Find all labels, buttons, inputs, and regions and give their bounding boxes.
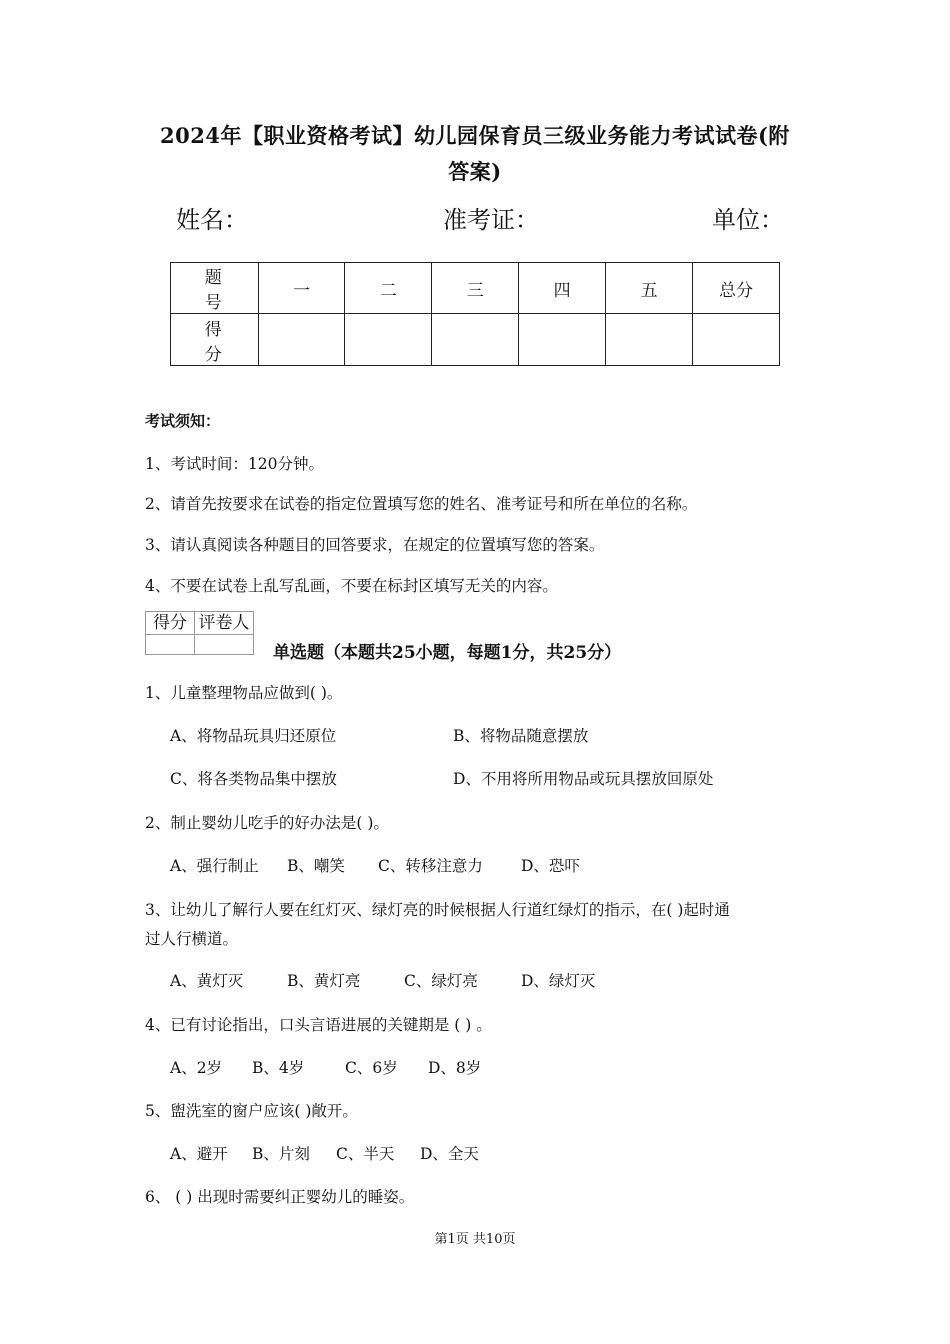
- notice-item: 2、请首先按要求在试卷的指定位置填写您的姓名、准考证号和所在单位的名称。: [145, 495, 698, 513]
- question-1-option-b: B、将物品随意摆放: [453, 727, 589, 745]
- question-2-option-b: B、嘲笑: [287, 857, 345, 875]
- grader-name-label: 评卷人: [195, 612, 254, 635]
- exam-title-line2: 答案): [448, 159, 502, 184]
- section-1-header: 一: [258, 263, 345, 314]
- score-row-label: 得 分: [171, 314, 259, 366]
- notice-item: 1、考试时间：120分钟。: [145, 455, 324, 473]
- section-3-score-cell: [432, 314, 519, 366]
- question-6: 6、 ( ) 出现时需要纠正婴幼儿的睡姿。: [145, 1188, 415, 1206]
- section-1-score-cell: [258, 314, 345, 366]
- total-score-cell: [693, 314, 780, 366]
- score-table-header-row: [171, 263, 780, 314]
- question-1-option-c: C、将各类物品集中摆放: [170, 770, 337, 788]
- question-1: 1、儿童整理物品应做到( )。: [145, 684, 343, 702]
- question-2-option-d: D、恐吓: [521, 857, 580, 875]
- question-4-option-d: D、8岁: [428, 1059, 482, 1077]
- question-4-option-c: C、6岁: [345, 1059, 398, 1077]
- question-5-option-b: B、片刻: [252, 1145, 310, 1163]
- exam-title: [120, 118, 830, 190]
- question-5-option-d: D、全天: [420, 1145, 479, 1163]
- score-table-score-row: [171, 314, 780, 366]
- grader-score-label: 得分: [146, 612, 195, 635]
- question-3-option-d: D、绿灯灭: [521, 972, 596, 990]
- exam-title-line1: 2024年【职业资格考试】幼儿园保育员三级业务能力考试试卷(附: [160, 123, 790, 148]
- question-3: 3、让幼儿了解行人要在红灯灭、绿灯亮的时候根据人行道红绿灯的指示，在( )起时通: [145, 901, 730, 919]
- unit-label: 单位：: [712, 206, 784, 234]
- total-header: 总分: [693, 263, 780, 314]
- section-3-header: 三: [432, 263, 519, 314]
- question-5-option-a: A、避开: [170, 1145, 228, 1163]
- grader-name-cell: [195, 635, 254, 655]
- question-2-option-c: C、转移注意力: [378, 857, 483, 875]
- section-5-score-cell: [606, 314, 693, 366]
- question-2-option-a: A、强行制止: [170, 857, 259, 875]
- section-2-score-cell: [345, 314, 432, 366]
- notice-item: 3、请认真阅读各种题目的回答要求，在规定的位置填写您的答案。: [145, 536, 605, 554]
- question-3-continued: 过人行横道。: [145, 930, 239, 948]
- question-5: 5、盥洗室的窗户应该( )敞开。: [145, 1102, 358, 1120]
- name-label: 姓名：: [176, 206, 248, 234]
- question-3-option-c: C、绿灯亮: [404, 972, 478, 990]
- exam-number-label: 准考证：: [443, 206, 539, 234]
- grader-score-cell: [146, 635, 195, 655]
- grader-table: [145, 611, 254, 655]
- question-3-option-b: B、黄灯亮: [287, 972, 361, 990]
- notice-item: 4、不要在试卷上乱写乱画，不要在标封区填写无关的内容。: [145, 577, 558, 595]
- question-number-header: 题 号: [171, 263, 259, 314]
- question-1-option-a: A、将物品玩具归还原位: [170, 727, 337, 745]
- question-4-option-a: A、2岁: [170, 1059, 223, 1077]
- question-4: 4、已有讨论指出，口头言语进展的关键期是 ( ) 。: [145, 1016, 492, 1034]
- notice-title: 考试须知：: [145, 412, 221, 430]
- question-2: 2、制止婴幼儿吃手的好办法是( )。: [145, 814, 389, 832]
- section-2-header: 二: [345, 263, 432, 314]
- section-5-header: 五: [606, 263, 693, 314]
- score-table: [170, 262, 780, 366]
- candidate-info-row: [0, 200, 950, 240]
- section-title: 单选题（本题共25小题，每题1分，共25分）: [273, 643, 622, 663]
- question-1-option-d: D、不用将所用物品或玩具摆放回原处: [453, 770, 714, 788]
- question-4-option-b: B、4岁: [252, 1059, 305, 1077]
- section-4-score-cell: [519, 314, 606, 366]
- question-5-option-c: C、半天: [336, 1145, 395, 1163]
- section-4-header: 四: [519, 263, 606, 314]
- page-footer: 第1页 共10页: [434, 1232, 516, 1247]
- question-3-option-a: A、黄灯灭: [170, 972, 244, 990]
